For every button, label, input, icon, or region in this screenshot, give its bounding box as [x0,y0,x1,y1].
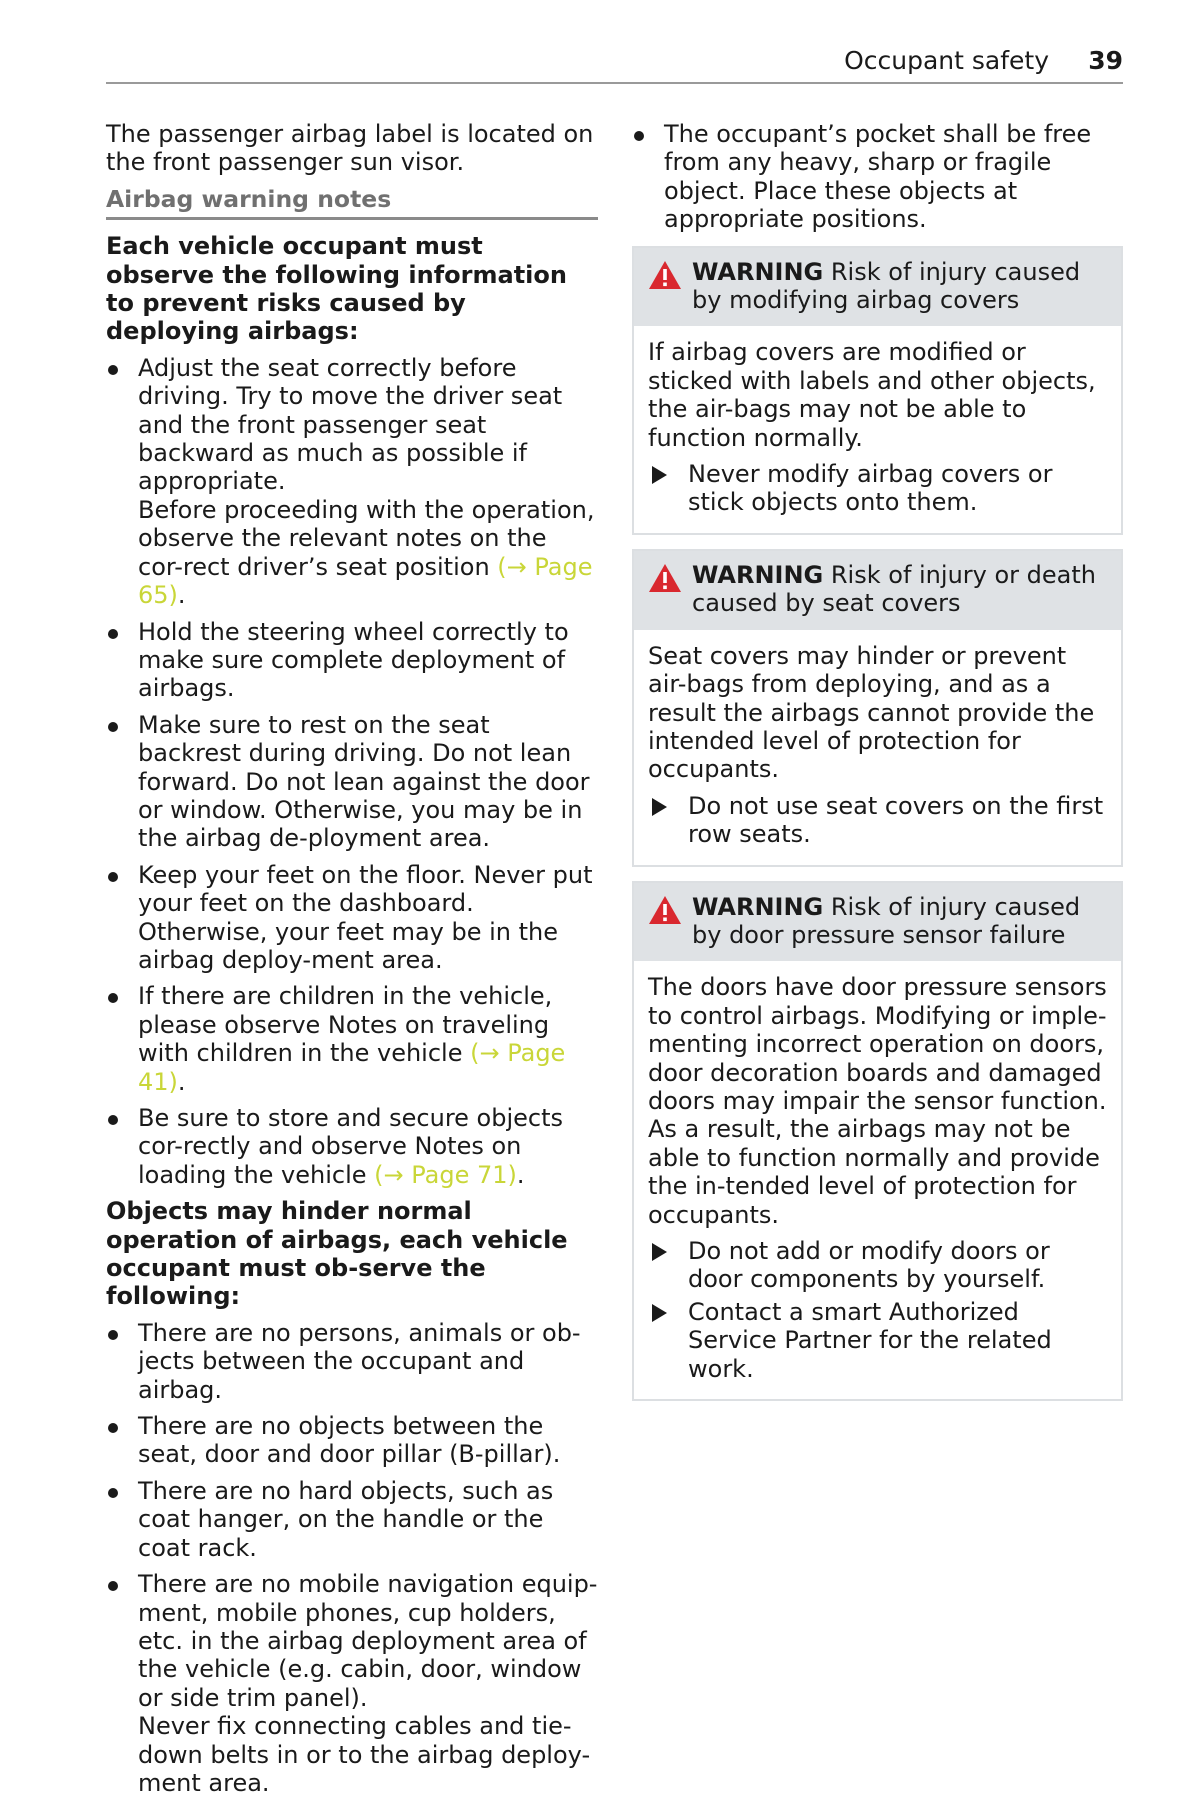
lead-paragraph-2: Objects may hinder normal operation of airbags, each vehicle occupant must ob-serve the following: [106,1197,568,1311]
list-item: If there are children in the vehicle, please observe Notes on traveling with children in the vehicle (→ Page 41). [106,982,598,1096]
warning-header [634,883,1121,962]
bullet-dot-icon [108,1581,118,1591]
arrow-right-icon [652,798,667,816]
action-item: Never modify airbag covers or stick objects onto them. [648,460,1107,517]
warning-text: The doors have door pressure sensors to control airbags. Modifying or imple-menting incorrect operation on doors, door decoration boards and damaged doors may impair the sensor function. As a result, the airbags may not be able to function normally and provide the in-tended level of protection for occupants. [648,973,1107,1229]
bullet-dot-icon [108,1330,118,1340]
list-item: Make sure to rest on the seat backrest during driving. Do not lean forward. Do not lean against the door or window. Otherwise, you may be in the airbag de-ployment area. [106,711,598,853]
warning-text: If airbag covers are modified or sticked with labels and other objects, the air-bags may not be able to function normally. [648,338,1096,452]
warning-body [634,326,1121,532]
bullet-dot-icon [108,1115,118,1125]
page-reference-link[interactable]: (→ Page 71) [374,1160,517,1189]
arrow-right-icon [652,1243,667,1261]
page-reference-link[interactable]: (→ Page 65) [138,552,593,610]
warning-header [634,248,1121,327]
bullet-dot-icon [108,629,118,639]
page-number: 39 [1088,46,1123,75]
list-item: Adjust the seat correctly before driving. Try to move the driver seat and the front passenger seat backward as much as possible if appropriate. Before proceeding with the operation, observe the relevant notes on the cor-rect driver’s seat position (→ Page 65). [106,354,598,610]
bullet-list-1 [106,354,598,1189]
bullet-dot-icon [108,872,118,882]
list-item: There are no objects between the seat, door and door pillar (B-pillar). [106,1412,598,1469]
warning-box-seat-covers [632,549,1123,867]
right-column [632,120,1123,1415]
warning-title: Risk of injury or death caused by seat covers [692,560,1096,618]
warning-body [634,961,1121,1399]
action-item: Do not add or modify doors or door components by yourself. [648,1237,1107,1294]
intro-paragraph: The passenger airbag label is located on the front passenger sun visor. [106,120,594,177]
warning-triangle-icon [648,563,682,593]
warning-header [634,551,1121,630]
subheading-airbag-warning-notes: Airbag warning notes [106,185,598,220]
list-item: There are no hard objects, such as coat hanger, on the handle or the coat rack. [106,1477,598,1562]
warning-box-airbag-covers [632,246,1123,535]
bullet-dot-icon [108,365,118,375]
bullet-dot-icon [634,131,644,141]
bullet-list-3 [632,120,1123,234]
list-item: There are no mobile navigation equip-ment, mobile phones, cup holders, etc. in the airbag deployment area of the vehicle (e.g. cabin, door, window or side trim panel). Never fix connecting cables and tie-down belts in or to the airbag deploy-ment area. [106,1570,598,1797]
page-header [106,44,1123,84]
warning-label: WARNING [692,892,824,921]
bullet-list-2 [106,1319,598,1798]
list-item: Keep your feet on the floor. Never put your feet on the dashboard. Otherwise, your feet may be in the airbag deploy-ment area. [106,861,598,975]
warning-title: Risk of injury caused by door pressure sensor failure [692,892,1081,949]
warning-text: Seat covers may hinder or prevent air-bags from deploying, and as a result the airbags cannot provide the intended level of protection for occupants. [648,641,1095,784]
warning-title: Risk of injury caused by modifying airbag covers [692,257,1081,315]
bullet-dot-icon [108,993,118,1003]
list-item: Be sure to store and secure objects cor-rectly and observe Notes on loading the vehicle (→ Page 71). [106,1104,598,1189]
warning-triangle-icon [648,895,682,925]
lead-paragraph-1: Each vehicle occupant must observe the following information to prevent risks caused by deploying airbags: [106,232,567,346]
action-item: Do not use seat covers on the first row seats. [648,792,1107,849]
warning-label: WARNING [692,257,824,286]
action-list [648,460,1107,517]
arrow-right-icon [652,1304,667,1322]
left-column [106,120,598,1805]
warning-label: WARNING [692,560,824,589]
page-reference-link[interactable]: (→ Page 41) [138,1039,566,1096]
action-list [648,792,1107,849]
list-item: There are no persons, animals or ob-jects between the occupant and airbag. [106,1319,598,1404]
arrow-right-icon [652,466,667,484]
action-list [648,1237,1107,1383]
bullet-dot-icon [108,1488,118,1498]
bullet-dot-icon [108,1423,118,1433]
list-item: Hold the steering wheel correctly to make sure complete deployment of airbags. [106,618,598,703]
action-item: Contact a smart Authorized Service Partner for the related work. [648,1298,1107,1383]
warning-box-door-sensor [632,881,1123,1402]
section-title: Occupant safety [844,46,1049,75]
warning-body [634,630,1121,865]
list-item: The occupant’s pocket shall be free from any heavy, sharp or fragile object. Place these objects at appropriate positions. [632,120,1123,234]
warning-triangle-icon [648,260,682,290]
bullet-dot-icon [108,722,118,732]
